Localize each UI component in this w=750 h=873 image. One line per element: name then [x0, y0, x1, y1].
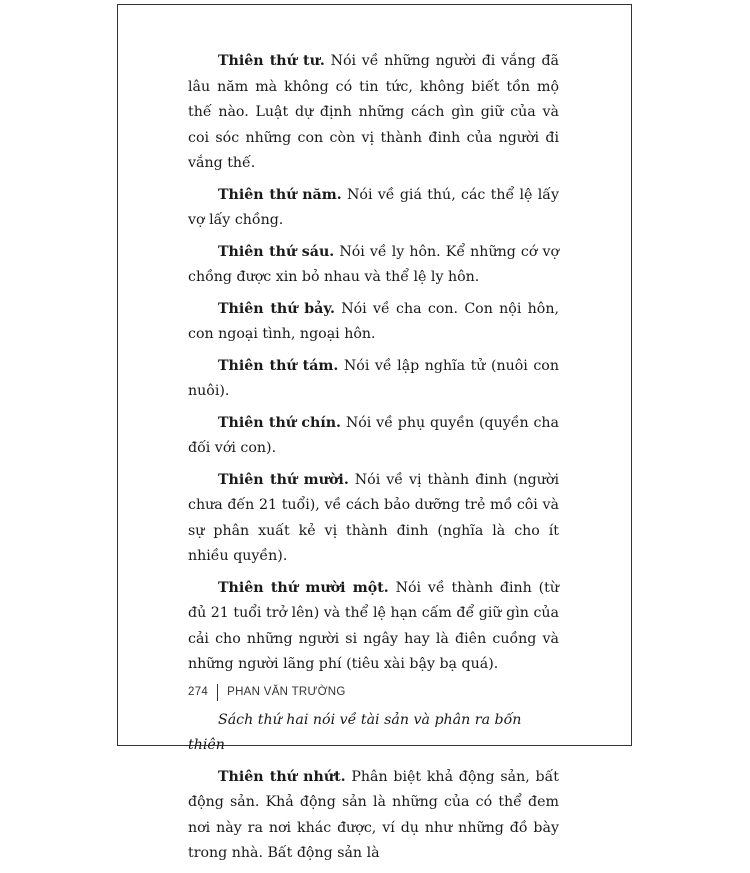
page-footer — [188, 680, 346, 704]
paragraph-title: Thiên thứ chín. — [218, 414, 341, 431]
paragraph-title: Thiên thứ mười một. — [218, 579, 389, 596]
paragraph — [188, 240, 559, 291]
paragraph — [188, 183, 559, 234]
paragraph — [188, 468, 559, 570]
paragraph — [188, 49, 559, 177]
page-body — [188, 49, 559, 873]
paragraph — [188, 576, 559, 678]
page-number: 274 — [188, 686, 209, 698]
paragraph-title: Thiên thứ sáu. — [218, 243, 335, 260]
paragraph-text: Nói về những người đi vắng đã lâu năm mà không có tin tức, không biết tồn mộ thế nào. Luật dự định những cách gìn giữ của và coi sóc những con còn vị thành đinh của người đi vắng thế. — [188, 53, 559, 171]
paragraph-text: Nói về cha con. Con nội hôn, con ngoại tình, ngoại hôn. — [188, 300, 559, 342]
paragraph-text: Phân biệt khả động sản, bất động sản. Khả động sản là những của có thể đem nơi này ra nơi khác được, ví dụ như những đồ bày trong nhà. Bất động sản là — [188, 768, 559, 861]
paragraph-title: Thiên thứ mười. — [218, 471, 349, 488]
paragraph-text: Nói về vị thành đinh (người chưa đến 21 tuổi), về cách bảo dưỡng trẻ mồ côi và sự phân xuất kẻ vị thành đinh (nghĩa là cho ít nhiều quyền). — [188, 471, 559, 564]
paragraph-title: Thiên thứ bảy. — [218, 300, 335, 317]
section-title: Sách thứ hai nói về tài sản và phân ra bốn thiên — [188, 711, 522, 753]
book-page — [117, 4, 632, 861]
paragraph-text: Nói về lập nghĩa tử (nuôi con nuôi). — [188, 357, 559, 399]
paragraph-text: Nói về ly hôn. Kể những cớ vợ chồng được xin bỏ nhau và thể lệ ly hôn. — [188, 243, 559, 285]
paragraph-text: Nói về phụ quyền (quyền cha đối với con). — [188, 414, 559, 456]
footer-divider — [217, 684, 218, 701]
paragraph — [188, 354, 559, 405]
paragraph — [188, 411, 559, 462]
author-name: PHAN VĂN TRƯỜNG — [227, 686, 346, 698]
paragraph-title: Thiên thứ năm. — [218, 186, 342, 203]
paragraph-text: Nói về thành đinh (từ đủ 21 tuổi trở lên) và thể lệ hạn cấm để giữ gìn của cải cho những người si ngây hay là điên cuồng và những người lãng phí (tiêu xài bậy bạ quá). — [188, 579, 559, 672]
paragraph-title: Thiên thứ nhứt. — [218, 768, 346, 785]
paragraph-title: Thiên thứ tư. — [218, 53, 325, 69]
paragraph-text: Nói về giá thú, các thể lệ lấy vợ lấy chồng. — [188, 186, 559, 228]
paragraph-title: Thiên thứ tám. — [218, 357, 339, 374]
paragraph — [188, 765, 559, 867]
paragraph — [188, 297, 559, 348]
